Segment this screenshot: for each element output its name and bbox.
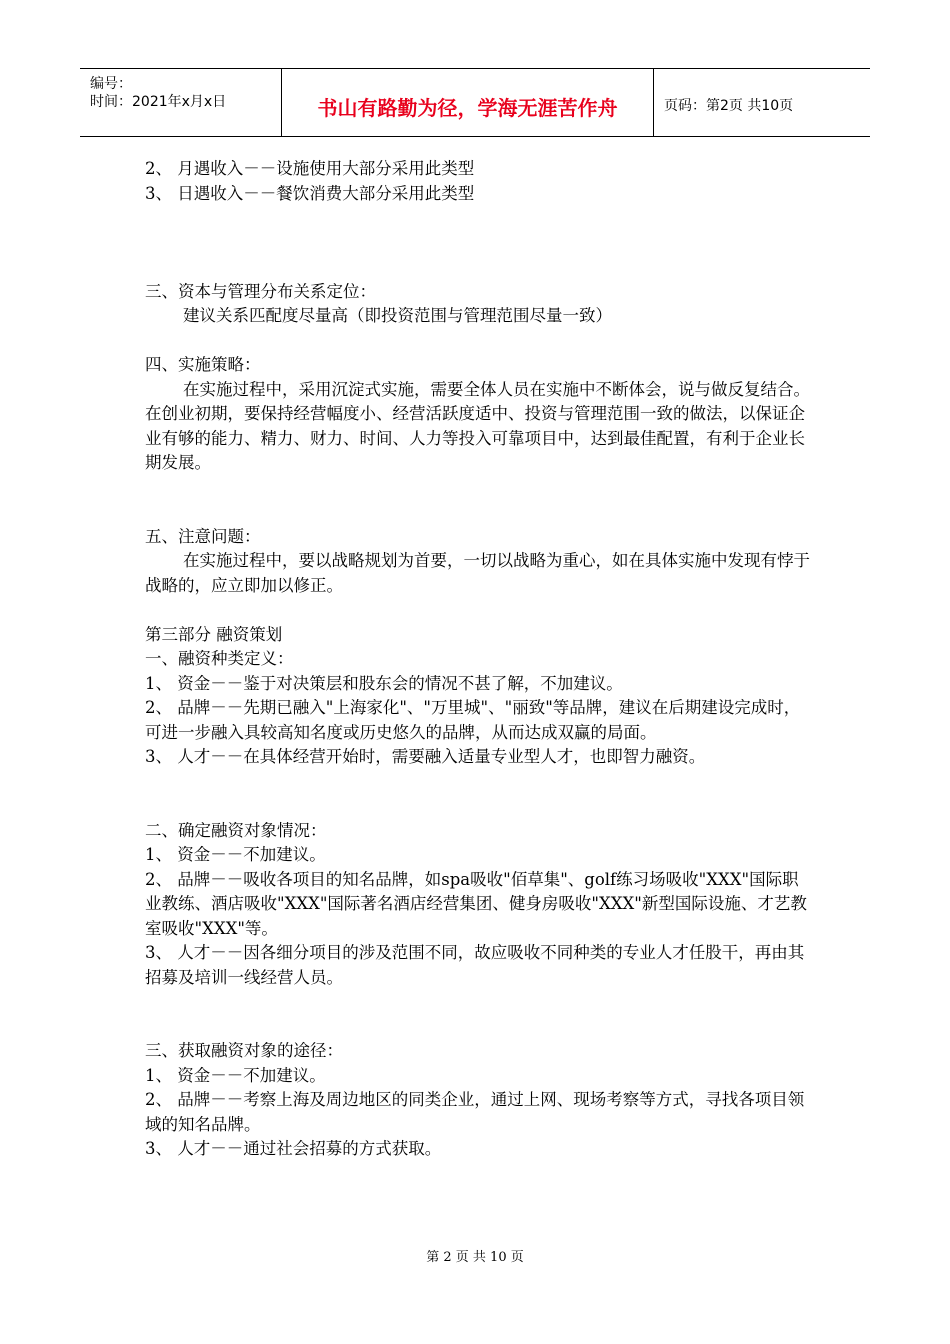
paragraph: 3、 日遇收入－－餐饮消费大部分采用此类型 [145, 183, 475, 203]
page-header [80, 68, 870, 137]
part-heading: 第三部分 融资策划 [145, 624, 283, 644]
list-item: 3、 人才－－因各细分项目的涉及范围不同，故应吸收不同种类的专业人才任股干，再由其招募及培训一线经营人员。 [145, 943, 805, 987]
list-item: 1、 资金－－不加建议。 [145, 845, 326, 864]
list-item: 2、 品牌－－吸收各项目的知名品牌，如spa吸收"佰草集"、golf练习场吸收"XXX"国际职业教练、酒店吸收"XXX"国际著名酒店经营集团、健身房吸收"XXX"新型国际设施、才艺教室吸收"XXX"等。 [145, 869, 807, 938]
list-item: 2、 品牌－－先期已融入"上海家化"、"万里城"、"丽致"等品牌，建议在后期建设完成时，可进一步融入具较高知名度或历史悠久的品牌，从而达成双赢的局面。 [145, 698, 801, 742]
header-page-cell [654, 69, 870, 136]
list-item: 2、 品牌－－考察上海及周边地区的同类企业，通过上网、现场考察等方式，寻找各项目领域的知名品牌。 [145, 1090, 805, 1134]
time-label: 时间：2021年x月x日 [90, 94, 227, 110]
list-item: 3、 人才－－在具体经营开始时，需要融入适量专业型人才，也即智力融资。 [145, 747, 706, 766]
section-heading: 一、融资种类定义： [145, 649, 294, 668]
paragraph: 建议关系匹配度尽量高（即投资范围与管理范围尽量一致） [183, 306, 612, 325]
paragraph: 在实施过程中，要以战略规划为首要，一切以战略为重心，如在具体实施中发现有悖于战略的，应立即加以修正。 [145, 551, 810, 595]
section-heading: 二、确定融资对象情况： [145, 820, 327, 840]
page-footer: 第 2 页 共 10 页 [426, 1250, 524, 1265]
paragraph: 2、 月遇收入－－设施使用大部分采用此类型 [145, 159, 475, 178]
header-motto-cell [282, 69, 654, 136]
list-item: 1、 资金－－鉴于对决策层和股东会的情况不甚了解，不加建议。 [145, 673, 623, 693]
section-heading: 三、获取融资对象的途径： [145, 1041, 343, 1060]
document-body [145, 157, 810, 1162]
list-item: 1、 资金－－不加建议。 [145, 1065, 326, 1085]
page-number-label: 页码：第2页 共10页 [664, 98, 794, 114]
section-heading: 三、资本与管理分布关系定位： [145, 281, 376, 301]
motto-text: 书山有路勤为径，学海无涯苦作舟 [317, 96, 618, 120]
list-item: 3、 人才－－通过社会招募的方式获取。 [145, 1139, 442, 1158]
number-label: 编号： [90, 76, 132, 92]
header-info-cell [80, 69, 282, 136]
section-heading: 四、实施策略： [145, 355, 261, 374]
section-heading: 五、注意问题： [145, 526, 261, 546]
paragraph: 在实施过程中，采用沉淀式实施，需要全体人员在实施中不断体会，说与做反复结合。在创业初期，要保持经营幅度小、经营活跃度适中、投资与管理范围一致的做法，以保证企业有够的能力、精力、财力、时间、人力等投入可靠项目中，达到最佳配置，有利于企业长期发展。 [145, 379, 810, 472]
